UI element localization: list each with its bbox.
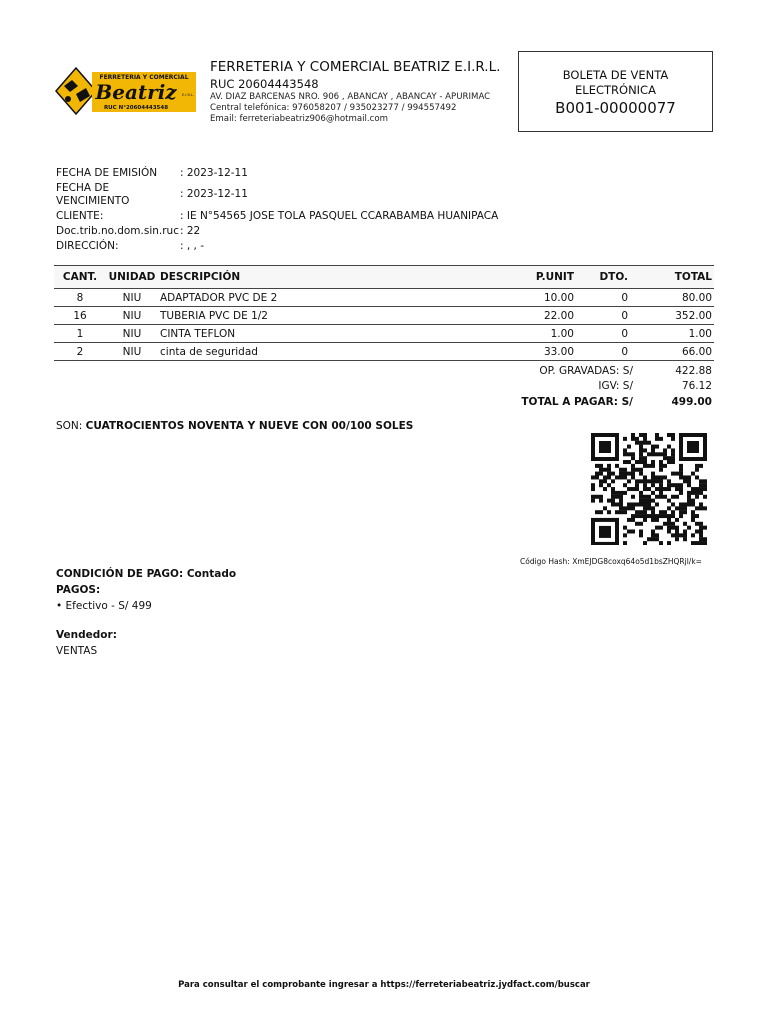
igv-value: 76.12 bbox=[681, 380, 712, 392]
logo-brand: Beatriz bbox=[95, 80, 177, 104]
gravadas-label: OP. GRAVADAS: S/ bbox=[539, 365, 633, 377]
cell-punit: 1.00 bbox=[482, 325, 576, 343]
header-descripcion: DESCRIPCIÓN bbox=[158, 266, 482, 289]
cell-dto: 0 bbox=[576, 307, 630, 325]
document-number: B001-00000077 bbox=[555, 99, 676, 117]
cell-punit: 22.00 bbox=[482, 307, 576, 325]
company-name: FERRETERIA Y COMERCIAL BEATRIZ E.I.R.L. bbox=[210, 59, 501, 75]
company-ruc: RUC 20604443548 bbox=[210, 77, 319, 91]
footer-consult: Para consultar el comprobante ingresar a https://ferreteriabeatriz.jydfact.com/buscar bbox=[178, 980, 590, 990]
cell-cant: 8 bbox=[54, 289, 106, 307]
direccion-label: DIRECCIÓN: bbox=[56, 240, 119, 252]
total-value: 499.00 bbox=[671, 396, 712, 408]
qr-code bbox=[590, 433, 708, 545]
logo-suffix: E.I.R.L. bbox=[182, 93, 194, 97]
table-row bbox=[54, 289, 714, 307]
cell-total: 352.00 bbox=[630, 307, 714, 325]
header-total: TOTAL bbox=[630, 266, 714, 289]
cell-total: 66.00 bbox=[630, 343, 714, 361]
cliente-label: CLIENTE: bbox=[56, 210, 104, 222]
header-dto: DTO. bbox=[576, 266, 630, 289]
company-phones: Central telefónica: 976058207 / 935023277 / 994557492 bbox=[210, 103, 457, 113]
emision-value: : 2023-12-11 bbox=[180, 167, 248, 179]
table-row bbox=[54, 325, 714, 343]
cell-dto: 0 bbox=[576, 289, 630, 307]
company-email: Email: ferreteriabeatriz906@hotmail.com bbox=[210, 114, 389, 124]
cell-dto: 0 bbox=[576, 343, 630, 361]
vencimiento-label-2: VENCIMIENTO bbox=[56, 195, 130, 207]
cell-unidad: NIU bbox=[106, 343, 158, 361]
cell-dto: 0 bbox=[576, 325, 630, 343]
doc-label: Doc.trib.no.dom.sin.ruc bbox=[56, 225, 179, 237]
son-label: SON: bbox=[56, 420, 83, 432]
total-label: TOTAL A PAGAR: S/ bbox=[521, 396, 633, 408]
vencimiento-value: : 2023-12-11 bbox=[180, 188, 248, 200]
amount-in-words bbox=[56, 420, 413, 432]
pago-item: • Efectivo - S/ 499 bbox=[56, 600, 152, 612]
cell-unidad: NIU bbox=[106, 325, 158, 343]
logo-ruc: RUC N°20604443548 bbox=[103, 105, 169, 111]
logo-line1: FERRETERIA Y COMERCIAL bbox=[99, 74, 189, 81]
igv-label: IGV: S/ bbox=[598, 380, 633, 392]
company-logo bbox=[54, 66, 198, 116]
doc-value: : 22 bbox=[180, 225, 201, 237]
cell-unidad: NIU bbox=[106, 307, 158, 325]
cell-total: 1.00 bbox=[630, 325, 714, 343]
cell-desc: TUBERIA PVC DE 1/2 bbox=[158, 307, 482, 325]
header-punit: P.UNIT bbox=[482, 266, 576, 289]
header-unidad: UNIDAD bbox=[106, 266, 158, 289]
vencimiento-label-1: FECHA DE bbox=[56, 182, 110, 194]
table-row bbox=[54, 343, 714, 361]
cell-cant: 1 bbox=[54, 325, 106, 343]
cell-total: 80.00 bbox=[630, 289, 714, 307]
items-table bbox=[54, 265, 714, 361]
cell-punit: 33.00 bbox=[482, 343, 576, 361]
hash-code: Código Hash: XmEJDG8coxq64o5d1bsZHQRjl/k= bbox=[520, 557, 702, 566]
pagos-label: PAGOS: bbox=[56, 584, 101, 596]
cell-cant: 2 bbox=[54, 343, 106, 361]
son-value: CUATROCIENTOS NOVENTA Y NUEVE CON 00/100 SOLES bbox=[85, 420, 414, 432]
document-type-line2: ELECTRÓNICA bbox=[575, 83, 656, 97]
document-type-line1: BOLETA DE VENTA bbox=[562, 68, 669, 82]
company-address: AV. DIAZ BARCENAS NRO. 906 , ABANCAY , ABANCAY - APURIMAC bbox=[210, 92, 491, 102]
direccion-value: : , , - bbox=[180, 240, 205, 252]
cell-desc: CINTA TEFLON bbox=[158, 325, 482, 343]
cell-desc: cinta de seguridad bbox=[158, 343, 482, 361]
header-cant: CANT. bbox=[54, 266, 106, 289]
cell-cant: 16 bbox=[54, 307, 106, 325]
gravadas-value: 422.88 bbox=[675, 365, 712, 377]
vendedor-value: VENTAS bbox=[56, 645, 98, 657]
vendedor-label: Vendedor: bbox=[56, 629, 117, 641]
table-header-row bbox=[54, 266, 714, 289]
table-row bbox=[54, 307, 714, 325]
cell-punit: 10.00 bbox=[482, 289, 576, 307]
emision-label: FECHA DE EMISIÓN bbox=[56, 167, 158, 179]
cell-desc: ADAPTADOR PVC DE 2 bbox=[158, 289, 482, 307]
condicion-pago: CONDICIÓN DE PAGO: Contado bbox=[56, 568, 237, 580]
cell-unidad: NIU bbox=[106, 289, 158, 307]
cliente-value: : IE N°54565 JOSE TOLA PASQUEL CCARABAMBA HUANIPACA bbox=[180, 210, 499, 222]
document-box bbox=[518, 51, 713, 132]
